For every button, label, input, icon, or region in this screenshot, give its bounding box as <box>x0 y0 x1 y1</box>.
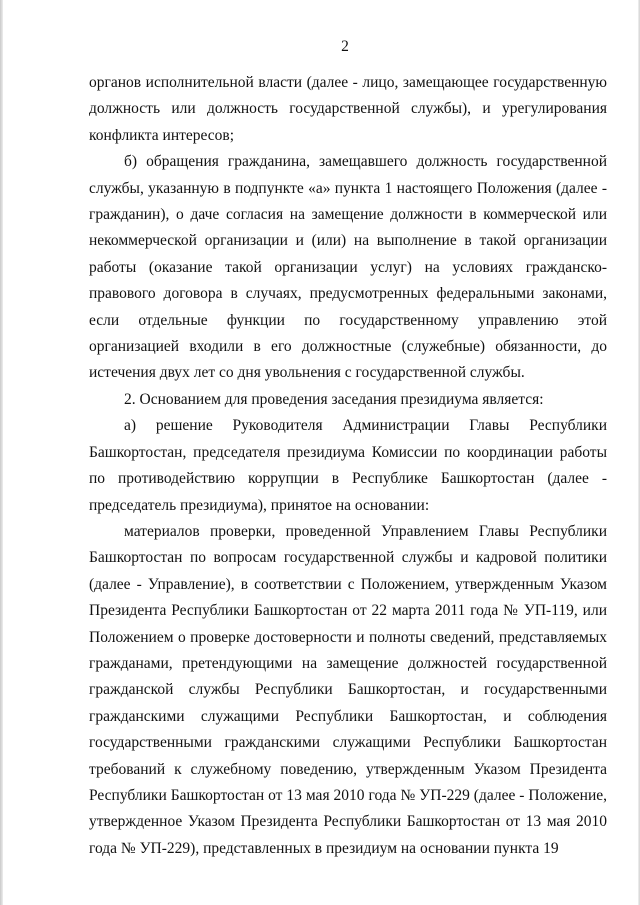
paragraph-subitem-a: а) решение Руководителя Администрации Главы Республики Башкортостан, председателя президиума Комиссии по координации работы по противодействию коррупции в Республике Башкортостан (далее - председатель президиума), принятое на основании: <box>89 417 607 514</box>
document-body <box>89 70 607 862</box>
paragraph-item-2: 2. Основанием для проведения заседания президиума является: <box>124 390 544 408</box>
paragraph-subitem-b: б) обращения гражданина, замещавшего должность государственной службы, указанную в подпункте «а» пункта 1 настоящего Положения (далее - гражданин), о даче согласия на замещение должности в коммерческой или некоммерческой организации и (или) на выполнение в такой организации работы (оказание такой организации услуг) на условиях гражданско-правового договора в случаях, предусмотренных федеральными законами, если отдельные функции по государственному управлению этой организацией входили в его должностные (служебные) обязанности, до истечения двух лет со дня увольнения с государственной службы. <box>89 153 607 382</box>
scan-edge-left <box>0 0 3 905</box>
paragraph-continuation: органов исполнительной власти (далее - лицо, замещающее государственную должность или должность государственной службы), и урегулирования конфликта интересов; <box>89 74 607 144</box>
paragraph-materials: материалов проверки, проведенной Управлением Главы Республики Башкортостан по вопросам государственной службы и кадровой политики (далее - Управление), в соответствии с Положением, утвержденным Указом Президента Республики Башкортостан от 22 марта 2011 года № УП-119, или Положением о проверке достоверности и полноты сведений, представляемых гражданами, претендующими на замещение должностей государственной гражданской службы Республики Башкортостан, и государственными гражданскими служащими Республики Башкортостан, и соблюдения государственными гражданскими служащими Республики Башкортостан требований к служебному поведению, утвержденным Указом Президента Республики Башкортостан от 13 мая 2010 года № УП-229 (далее - Положение, утвержденное Указом Президента Республики Башкортостан от 13 мая 2010 года № УП-229), представленных в президиум на основании пункта 19 <box>89 522 607 857</box>
page-number: 2 <box>341 38 349 55</box>
